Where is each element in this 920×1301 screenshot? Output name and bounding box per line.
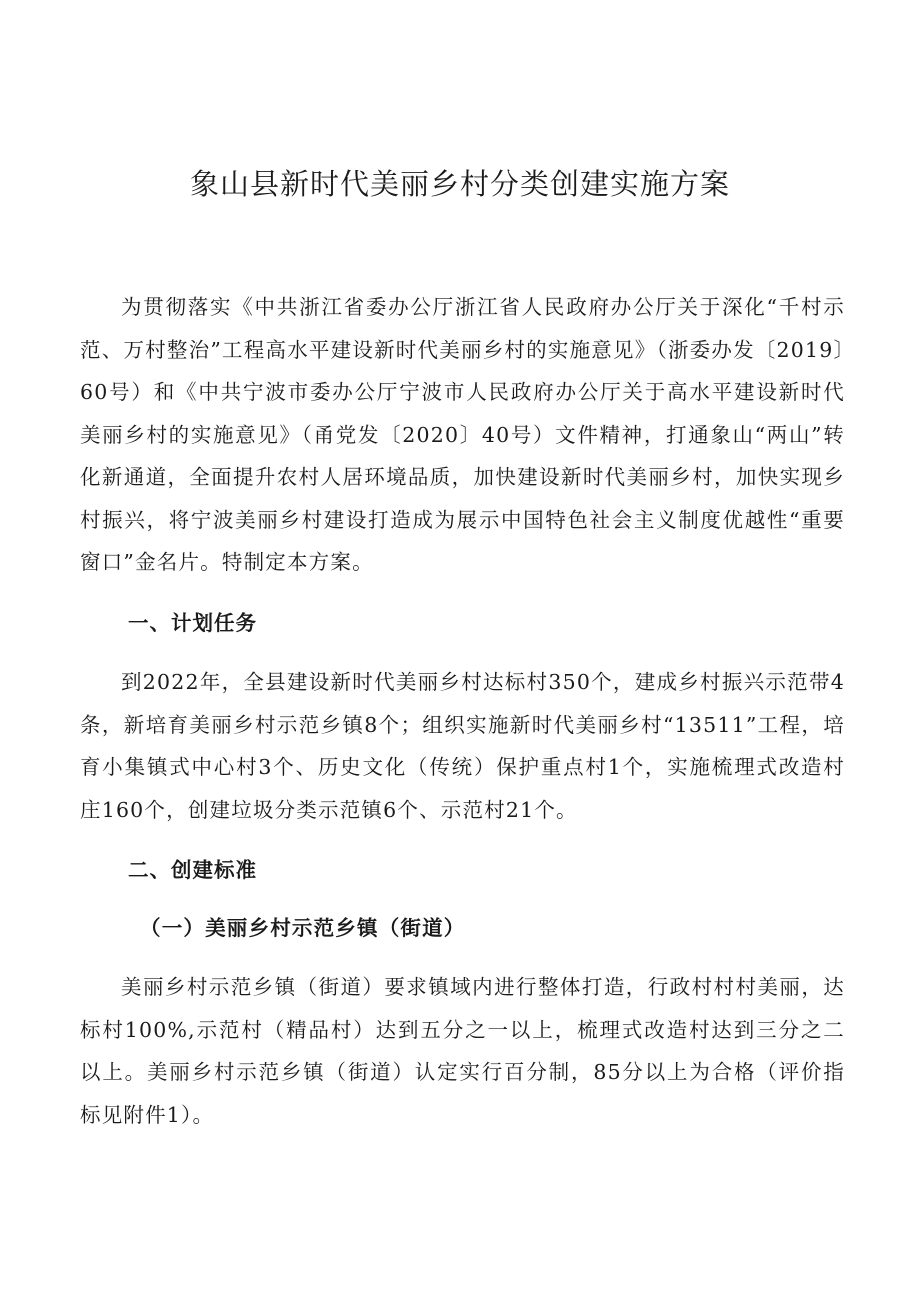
intro-paragraph: 为贯彻落实《中共浙江省委办公厅浙江省人民政府办公厅关于深化“千村示范、万村整治”工程高水平建设新时代美丽乡村的实施意见》（浙委办发〔2019〕60号）和《中共宁波市委办公厅宁波市人民政府办公厅关于高水平建设新时代美丽乡村的实施意见》（甬党发〔2020〕40号）文件精神，打通象山“两山”转化新通道，全面提升农村人居环境品质，加快建设新时代美丽乡村，加快实现乡村振兴，将宁波美丽乡村建设打造成为展示中国特色社会主义制度优越性“重要窗口”金名片。特制定本方案。 bbox=[80, 295, 845, 574]
document-title: 象山县新时代美丽乡村分类创建实施方案 bbox=[189, 167, 730, 201]
subsection-heading-demo-township: （一）美丽乡村示范乡镇（街道） bbox=[140, 916, 466, 940]
section-heading-plan-tasks: 一、计划任务 bbox=[128, 611, 257, 635]
section-heading-creation-standards: 二、创建标准 bbox=[128, 858, 257, 882]
section-body-plan-tasks: 到2022年，全县建设新时代美丽乡村达标村350个，建成乡村振兴示范带4条，新培育美丽乡村示范乡镇8个；组织实施新时代美丽乡村“13511”工程，培育小集镇式中心村3个、历史文化（传统）保护重点村1个，实施梳理式改造村庄160个，创建垃圾分类示范镇6个、示范村21个。 bbox=[80, 670, 845, 822]
subsection-body-demo-township: 美丽乡村示范乡镇（街道）要求镇域内进行整体打造，行政村村村美丽，达标村100%,示范村（精品村）达到五分之一以上，梳理式改造村达到三分之二以上。美丽乡村示范乡镇（街道）认定实行百分制，85分以上为合格（评价指标见附件1）。 bbox=[80, 975, 845, 1127]
